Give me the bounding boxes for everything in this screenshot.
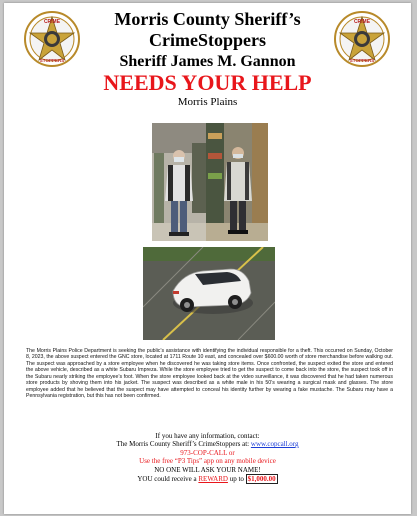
reward-line: [4, 475, 411, 483]
badge-bottom-text: STOPPERS: [39, 58, 65, 63]
vehicle-photo: [143, 247, 275, 340]
suspect-photo-1: [152, 123, 206, 241]
app-line: Use the free “P3 Tips” app on any mobile device: [139, 457, 276, 465]
contact-intro: If you have any information, contact:: [155, 432, 260, 440]
location: Morris Plains: [177, 96, 238, 108]
badge-top-text: CRIME: [353, 19, 371, 25]
org-title: Morris County Sheriff’s: [114, 9, 301, 29]
reward-prefix: YOU could receive a: [137, 475, 199, 483]
reward-word: REWARD: [198, 475, 228, 483]
sheriff-name: Sheriff James M. Gannon: [119, 53, 296, 70]
contact-org-text: The Morris County Sheriff’s CrimeStoppers at:: [116, 440, 251, 448]
website-link[interactable]: www.copcall.org: [250, 440, 299, 448]
anonymous-line: NO ONE WILL ASK YOUR NAME!: [154, 466, 261, 474]
incident-description: The Morris Plains Police Department is seeking the public’s assistance with identifying the individual responsible for a theft. This occurred on Sunday, October 8, 2023, the above suspect entered the GNC store, located at 1711 Route 10 east, and concealed over $600.00 worth of store merchandise before walking out. The suspect was approached by a store employee when he discovered he was taking store items. Once confronted, the suspect exited the store and entered the above vehicle, described as a white Subaru Impreza. While the store employee tried to get the suspect to come back into the store, the suspect took off in the Subaru nearly striking the employee’s foot. When the store employee looked back at the video surveillance, it was discovered that he had taken numerous store products by shoving them into his jacket. The suspect was described as a white male in his 50’s wearing a surgical mask and glasses. The store employee added that he believed that the suspect may have attempted to conceal his identity further by wearing a fake mustache. The Subaru may have a Pennsylvania registration, but this has not been confirmed.: [26, 348, 393, 400]
reward-mid: up to: [227, 475, 246, 483]
badge-top-text: CRIME: [43, 19, 61, 25]
phone-line: 973-COP-CALL or: [180, 449, 235, 457]
reward-amount: $1,000.00: [247, 475, 276, 483]
flyer-page: [4, 3, 411, 514]
suspect-photo-2: [206, 123, 268, 241]
contact-org-line: [4, 440, 411, 448]
badge-bottom-text: STOPPERS: [349, 58, 375, 63]
program-title: CrimeStoppers: [149, 30, 266, 50]
headline: NEEDS YOUR HELP: [103, 70, 312, 95]
